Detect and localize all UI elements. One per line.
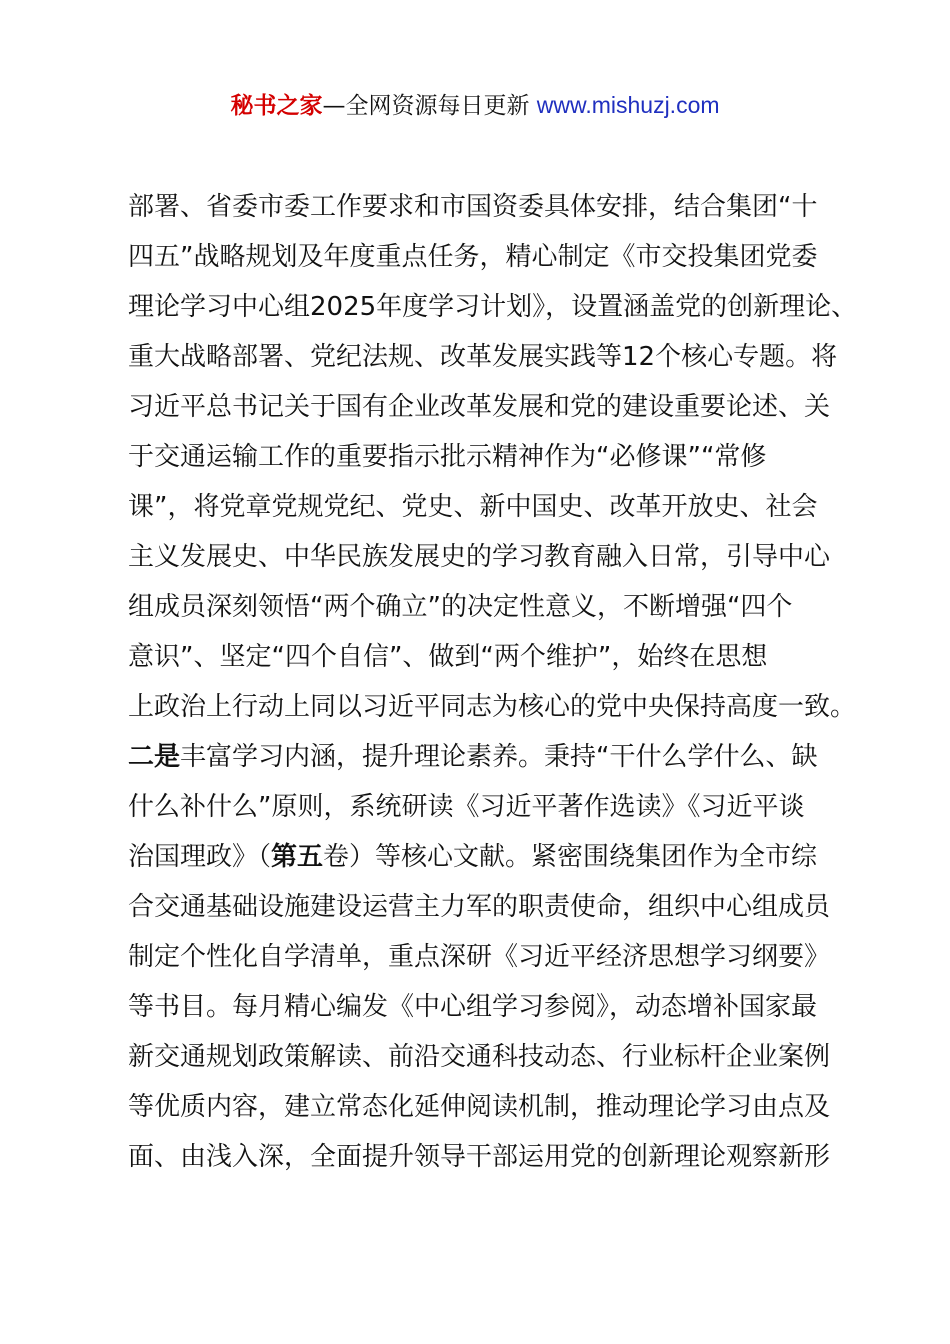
text-line-18: 新交通规划政策解读、前沿交通科技动态、行业标杆企业案例 [128, 1042, 831, 1072]
text-line-3: 理论学习中心组2025年度学习计划》，设置涵盖党的创新理论、 [128, 292, 858, 322]
text-line-2: 四五”战略规划及年度重点任务，精心制定《市交投集团党委 [128, 242, 818, 272]
site-url-link[interactable]: www.mishuzj.com [536, 92, 720, 118]
text-line-1: 部署、省委市委工作要求和市国资委具体安排，结合集团“十 [128, 192, 818, 222]
text-line-11: 上政治上行动上同以习近平同志为核心的党中央保持高度一致。 [128, 692, 857, 722]
text-line-6: 于交通运输工作的重要指示批示精神作为“必修课”“常修 [128, 442, 767, 472]
text-line-13: 什么补什么”原则，系统研读《习近平著作选读》《习近平谈 [128, 792, 805, 822]
text-line-8: 主义发展史、中华民族发展史的学习教育融入日常，引导中心 [128, 542, 831, 572]
text-line-9: 组成员深刻领悟“两个确立”的决定性意义，不断增强“四个 [128, 592, 793, 622]
text-line-14-before: 治国理政》（ [128, 842, 272, 872]
text-line-14 [128, 832, 848, 882]
volume-five-bold: 第五 [271, 842, 324, 872]
section-marker-two: 二是 [128, 742, 181, 772]
text-line-16: 制定个性化自学清单，重点深研《习近平经济思想学习纲要》 [128, 942, 831, 972]
text-line-7: 课”，将党章党规党纪、党史、新中国史、改革开放史、社会 [128, 492, 818, 522]
page-header [0, 88, 950, 123]
text-line-5: 习近平总书记关于国有企业改革发展和党的建设重要论述、关 [128, 392, 831, 422]
text-line-15: 合交通基础设施建设运营主力军的职责使命，组织中心组成员 [128, 892, 831, 922]
text-line-10: 意识”、坚定“四个自信”、做到“两个维护”，始终在思想 [128, 642, 768, 672]
text-line-14-after: 卷）等核心文献。紧密围绕集团作为全市综 [323, 842, 818, 872]
text-line-17: 等书目。每月精心编发《中心组学习参阅》，动态增补国家最 [128, 992, 818, 1022]
text-line-20: 面、由浅入深，全面提升领导干部运用党的创新理论观察新形 [128, 1142, 831, 1172]
brand-name: 秘书之家 [230, 93, 323, 119]
text-line-12-rest: 丰富学习内涵，提升理论素养。秉持“干什么学什么、缺 [180, 742, 818, 772]
header-tagline: —全网资源每日更新 [322, 93, 537, 119]
text-line-4: 重大战略部署、党纪法规、改革发展实践等12个核心专题。将 [128, 342, 838, 372]
document-body [128, 182, 858, 1182]
text-line-19: 等优质内容，建立常态化延伸阅读机制，推动理论学习由点及 [128, 1092, 831, 1122]
text-line-12 [128, 732, 848, 782]
